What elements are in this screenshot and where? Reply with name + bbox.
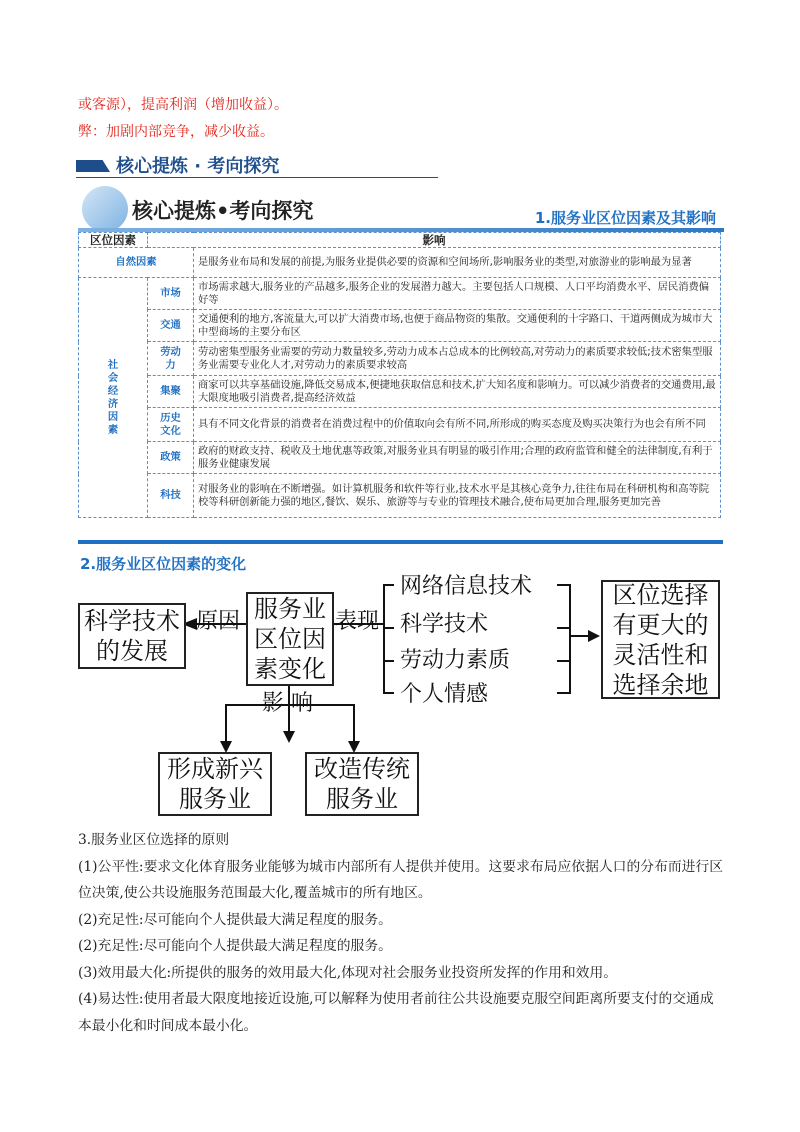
principles-section xyxy=(78,827,726,1039)
card-title: 核心提炼•考向探究 xyxy=(132,199,314,223)
natural-factor-text: 是服务业布局和发展的前提,为服务业提供必要的资源和空间场所,影响服务业的类型,对旅游业的影响最为显著 xyxy=(194,248,721,278)
principle-item: (2)充足性:尽可能向个人提供最大满足程度的服务。 xyxy=(78,911,392,928)
principle-item: (1)公平性:要求文化体育服务业能够为城市内部所有人提供并使用。这要求布局应依据人口的分布而进行区位决策,使公共设施服务范围最大化,覆盖城市的所有地区。 xyxy=(78,858,724,901)
principle-item: (3)效用最大化:所提供的服务的效用最大化,体现对社会服务业投资所发挥的作用和效用。 xyxy=(78,964,618,981)
factor-market-text: 市场需求越大,服务业的产品越多,服务企业的发展潜力越大。主要包括人口规模、人口平均消费水平、居民消费偏好等 xyxy=(194,278,721,310)
factor-market: 市场 xyxy=(148,278,194,310)
factor-policy-text: 政府的财政支持、税收及土地优惠等政策,对服务业具有明显的吸引作用;合理的政府监管和健全的法律制度,有利于服务业健康发展 xyxy=(194,442,721,474)
factor-technology-text: 对服务业的影响在不断增强。如计算机服务和软件等行业,技术水平是其核心竞争力,往往布局在科研机构和高等院校等科研创新能力强的地区,餐饮、娱乐、旅游等与专业的管理技术融合,使布局更加合理,服务更加完善 xyxy=(194,474,721,518)
header-factor: 区位因素 xyxy=(79,233,148,248)
header-impact: 影响 xyxy=(148,233,721,248)
intro-line-2: 弊：加剧内部竞争，减少收益。 xyxy=(78,124,274,140)
tech-development-box: 科学技术的发展 xyxy=(78,603,186,669)
factor-transport: 交通 xyxy=(148,310,194,342)
perform-label: 表现 xyxy=(335,609,380,634)
section-header-title: 核心提炼 · 考向探究 xyxy=(116,156,280,177)
factor-history-culture-text: 具有不同文化背景的消费者在消费过程中的价值取向会有所不同,所形成的购买态度及购买决策行为也会有所不同 xyxy=(194,408,721,442)
factor-agglomeration-text: 商家可以共享基础设施,降低交易成本,便捷地获取信息和技术,扩大知名度和影响力。可以减少消费者的交通费用,最大限度地吸引消费者,提高经济效益 xyxy=(194,376,721,408)
intro-line-1: 或客源），提高利润（增加收益）。 xyxy=(78,97,288,113)
item-network-tech: 网络信息技术 xyxy=(400,574,533,599)
card-subtitle: 1.服务业区位因素及其影响 xyxy=(534,209,716,227)
new-services-box: 形成新兴服务业 xyxy=(158,752,272,816)
principle-item: (2)充足性:尽可能向个人提供最大满足程度的服务。 xyxy=(78,938,392,954)
section2-title: 2.服务业区位因素的变化 xyxy=(80,555,247,573)
principle-item: (4)易达性:使用者最大限度地接近设施,可以解释为使用者前往公共设施要克服空间距离所要支付的交通成本最小化和时间成本最小化。 xyxy=(78,991,714,1034)
factor-change-box: 服务业区位因素变化 xyxy=(246,592,334,686)
factor-agglomeration: 集聚 xyxy=(148,376,194,408)
reason-label: 原因 xyxy=(196,609,241,634)
factor-technology: 科技 xyxy=(148,474,194,518)
impact-label: 影 响 xyxy=(262,691,313,716)
traditional-services-box: 改造传统服务业 xyxy=(305,752,419,816)
flexibility-box: 区位选择有更大的灵活性和选择余地 xyxy=(601,580,720,699)
factor-policy: 政策 xyxy=(148,442,194,474)
factor-transport-text: 交通便利的地方,客流量大,可以扩大消费市场,也便于商品物资的集散。交通便利的十字路口、干道两侧成为城市大中型商场的主要分布区 xyxy=(194,310,721,342)
item-science-tech: 科学技术 xyxy=(400,612,489,637)
factor-labor: 劳动力 xyxy=(148,342,194,376)
factor-history-culture: 历史文化 xyxy=(148,408,194,442)
principles-title: 3.服务业区位选择的原则 xyxy=(78,832,230,848)
natural-factor-label: 自然因素 xyxy=(79,248,194,278)
social-economic-label: 社会经济因素 xyxy=(79,278,148,518)
item-labor-quality: 劳动力素质 xyxy=(400,648,511,673)
factor-labor-text: 劳动密集型服务业需要的劳动力数量较多,劳动力成本占总成本的比例较高,对劳动力的素质要求较低;技术密集型服务业需要专业化人才,对劳动力的素质要求较高 xyxy=(194,342,721,376)
item-emotion: 个人情感 xyxy=(400,682,489,707)
